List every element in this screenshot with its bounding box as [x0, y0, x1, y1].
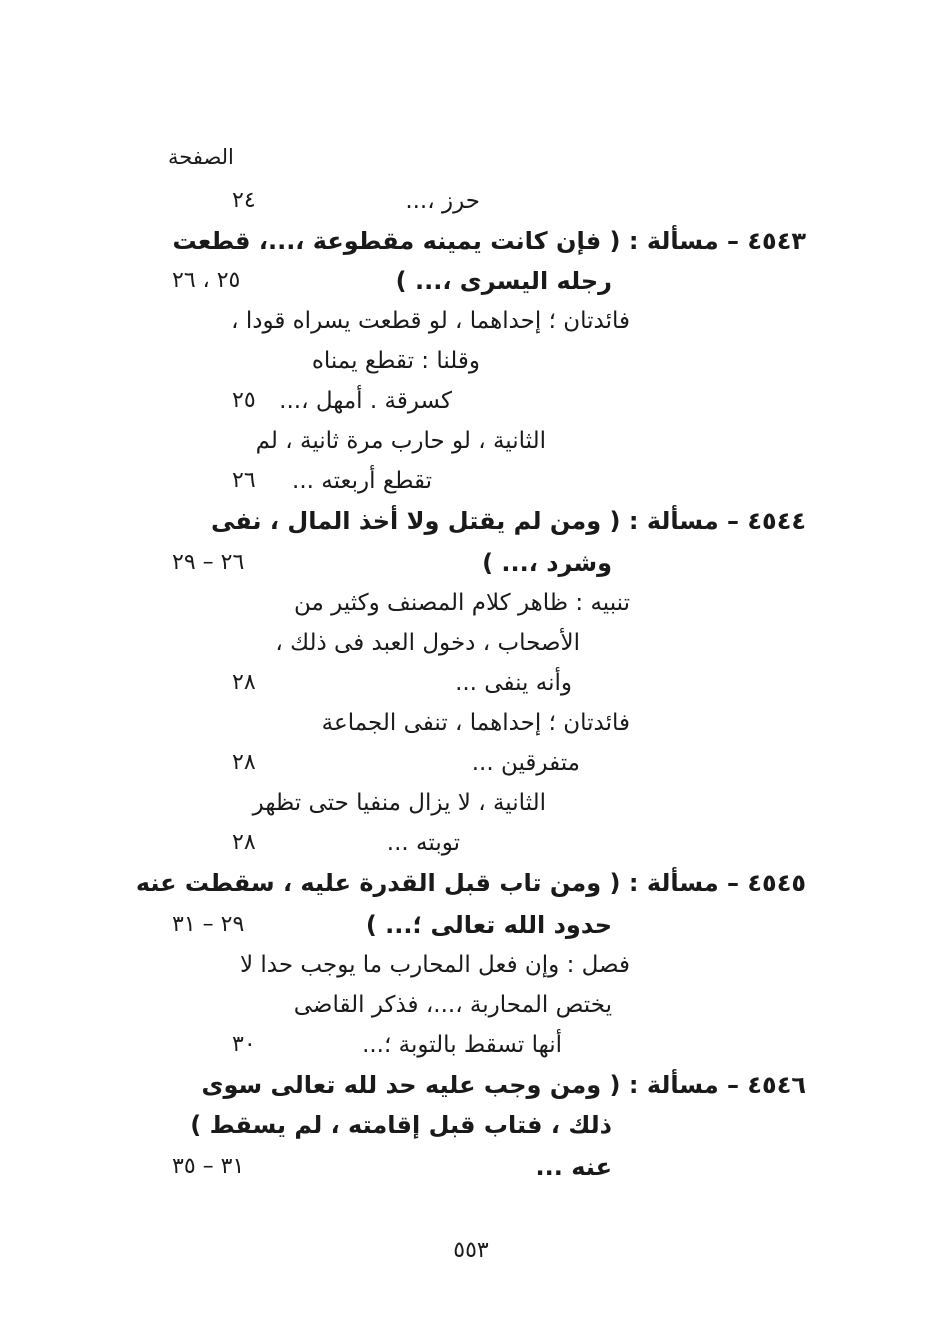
entry-line: أنها تسقط بالتوبة ؛...: [362, 1032, 562, 1058]
entry-line: فائدتان ؛ إحداهما ، لو قطعت يسراه قودا ،: [231, 308, 630, 334]
page-ref: ٢٥: [232, 388, 256, 413]
page-ref: ٢٦ – ٢٩: [172, 550, 245, 575]
entry-line: تنبيه : ظاهر كلام المصنف وكثير من: [293, 590, 630, 616]
entry-heading: عنه ...: [535, 1153, 612, 1181]
entry-heading: ٤٥٤٦ – مسألة : ( ومن وجب عليه حد لله تعالى سوى: [201, 1071, 806, 1099]
entry-heading: رجله اليسرى ،... ): [395, 267, 612, 295]
entry-line: الثانية ، لو حارب مرة ثانية ، لم: [255, 428, 546, 454]
entry-heading: حدود الله تعالى ؛... ): [365, 911, 612, 939]
entry-heading: وشرد ،... ): [482, 549, 612, 577]
entry-heading: ٤٥٤٣ – مسألة : ( فإن كانت يمينه مقطوعة ،...، قطعت: [172, 227, 806, 255]
page-ref: ٣٠: [232, 1032, 256, 1057]
entry-line: فصل : وإن فعل المحارب ما يوجب حدا لا: [239, 952, 630, 978]
entry-line: الثانية ، لا يزال منفيا حتى تظهر: [252, 790, 546, 816]
entry-line: وأنه ينفى ...: [455, 670, 572, 696]
page-ref: ٢٦: [232, 468, 256, 493]
page-ref: ٢٨: [232, 830, 256, 855]
entry-line: فائدتان ؛ إحداهما ، تنفى الجماعة: [321, 710, 630, 736]
entry-line: يختص المحاربة ،...، فذكر القاضى: [293, 992, 612, 1018]
entry-line: الأصحاب ، دخول العبد فى ذلك ،: [275, 630, 580, 656]
entry-heading: ٤٥٤٤ – مسألة : ( ومن لم يقتل ولا أخذ المال ، نفى: [210, 507, 806, 535]
page-ref: ٢٨: [232, 750, 256, 775]
entry-line: كسرقة . أمهل ،...: [279, 388, 452, 414]
page-ref: ٣١ – ٣٥: [172, 1154, 245, 1179]
page-column-header: الصفحة: [168, 145, 234, 169]
page-ref: ٢٨: [232, 670, 256, 695]
page-ref: ٢٤: [232, 188, 256, 213]
entry-heading: ذلك ، فتاب قبل إقامته ، لم يسقط ): [190, 1111, 612, 1139]
entry-line: تقطع أربعته ...: [292, 468, 432, 494]
entry-heading: ٤٥٤٥ – مسألة : ( ومن تاب قبل القدرة عليه ، سقطت عنه: [135, 869, 806, 897]
entry-line: توبته ...: [386, 830, 460, 856]
entry-line: متفرقين ...: [471, 750, 580, 776]
page-ref: ٢٥ ، ٢٦: [172, 268, 241, 293]
page-ref: ٢٩ – ٣١: [172, 912, 245, 937]
entry-line: وقلنا : تقطع يمناه: [311, 348, 480, 374]
entry-line: حرز ،...: [405, 188, 480, 214]
page-number: ٥٥٣: [453, 1238, 489, 1263]
